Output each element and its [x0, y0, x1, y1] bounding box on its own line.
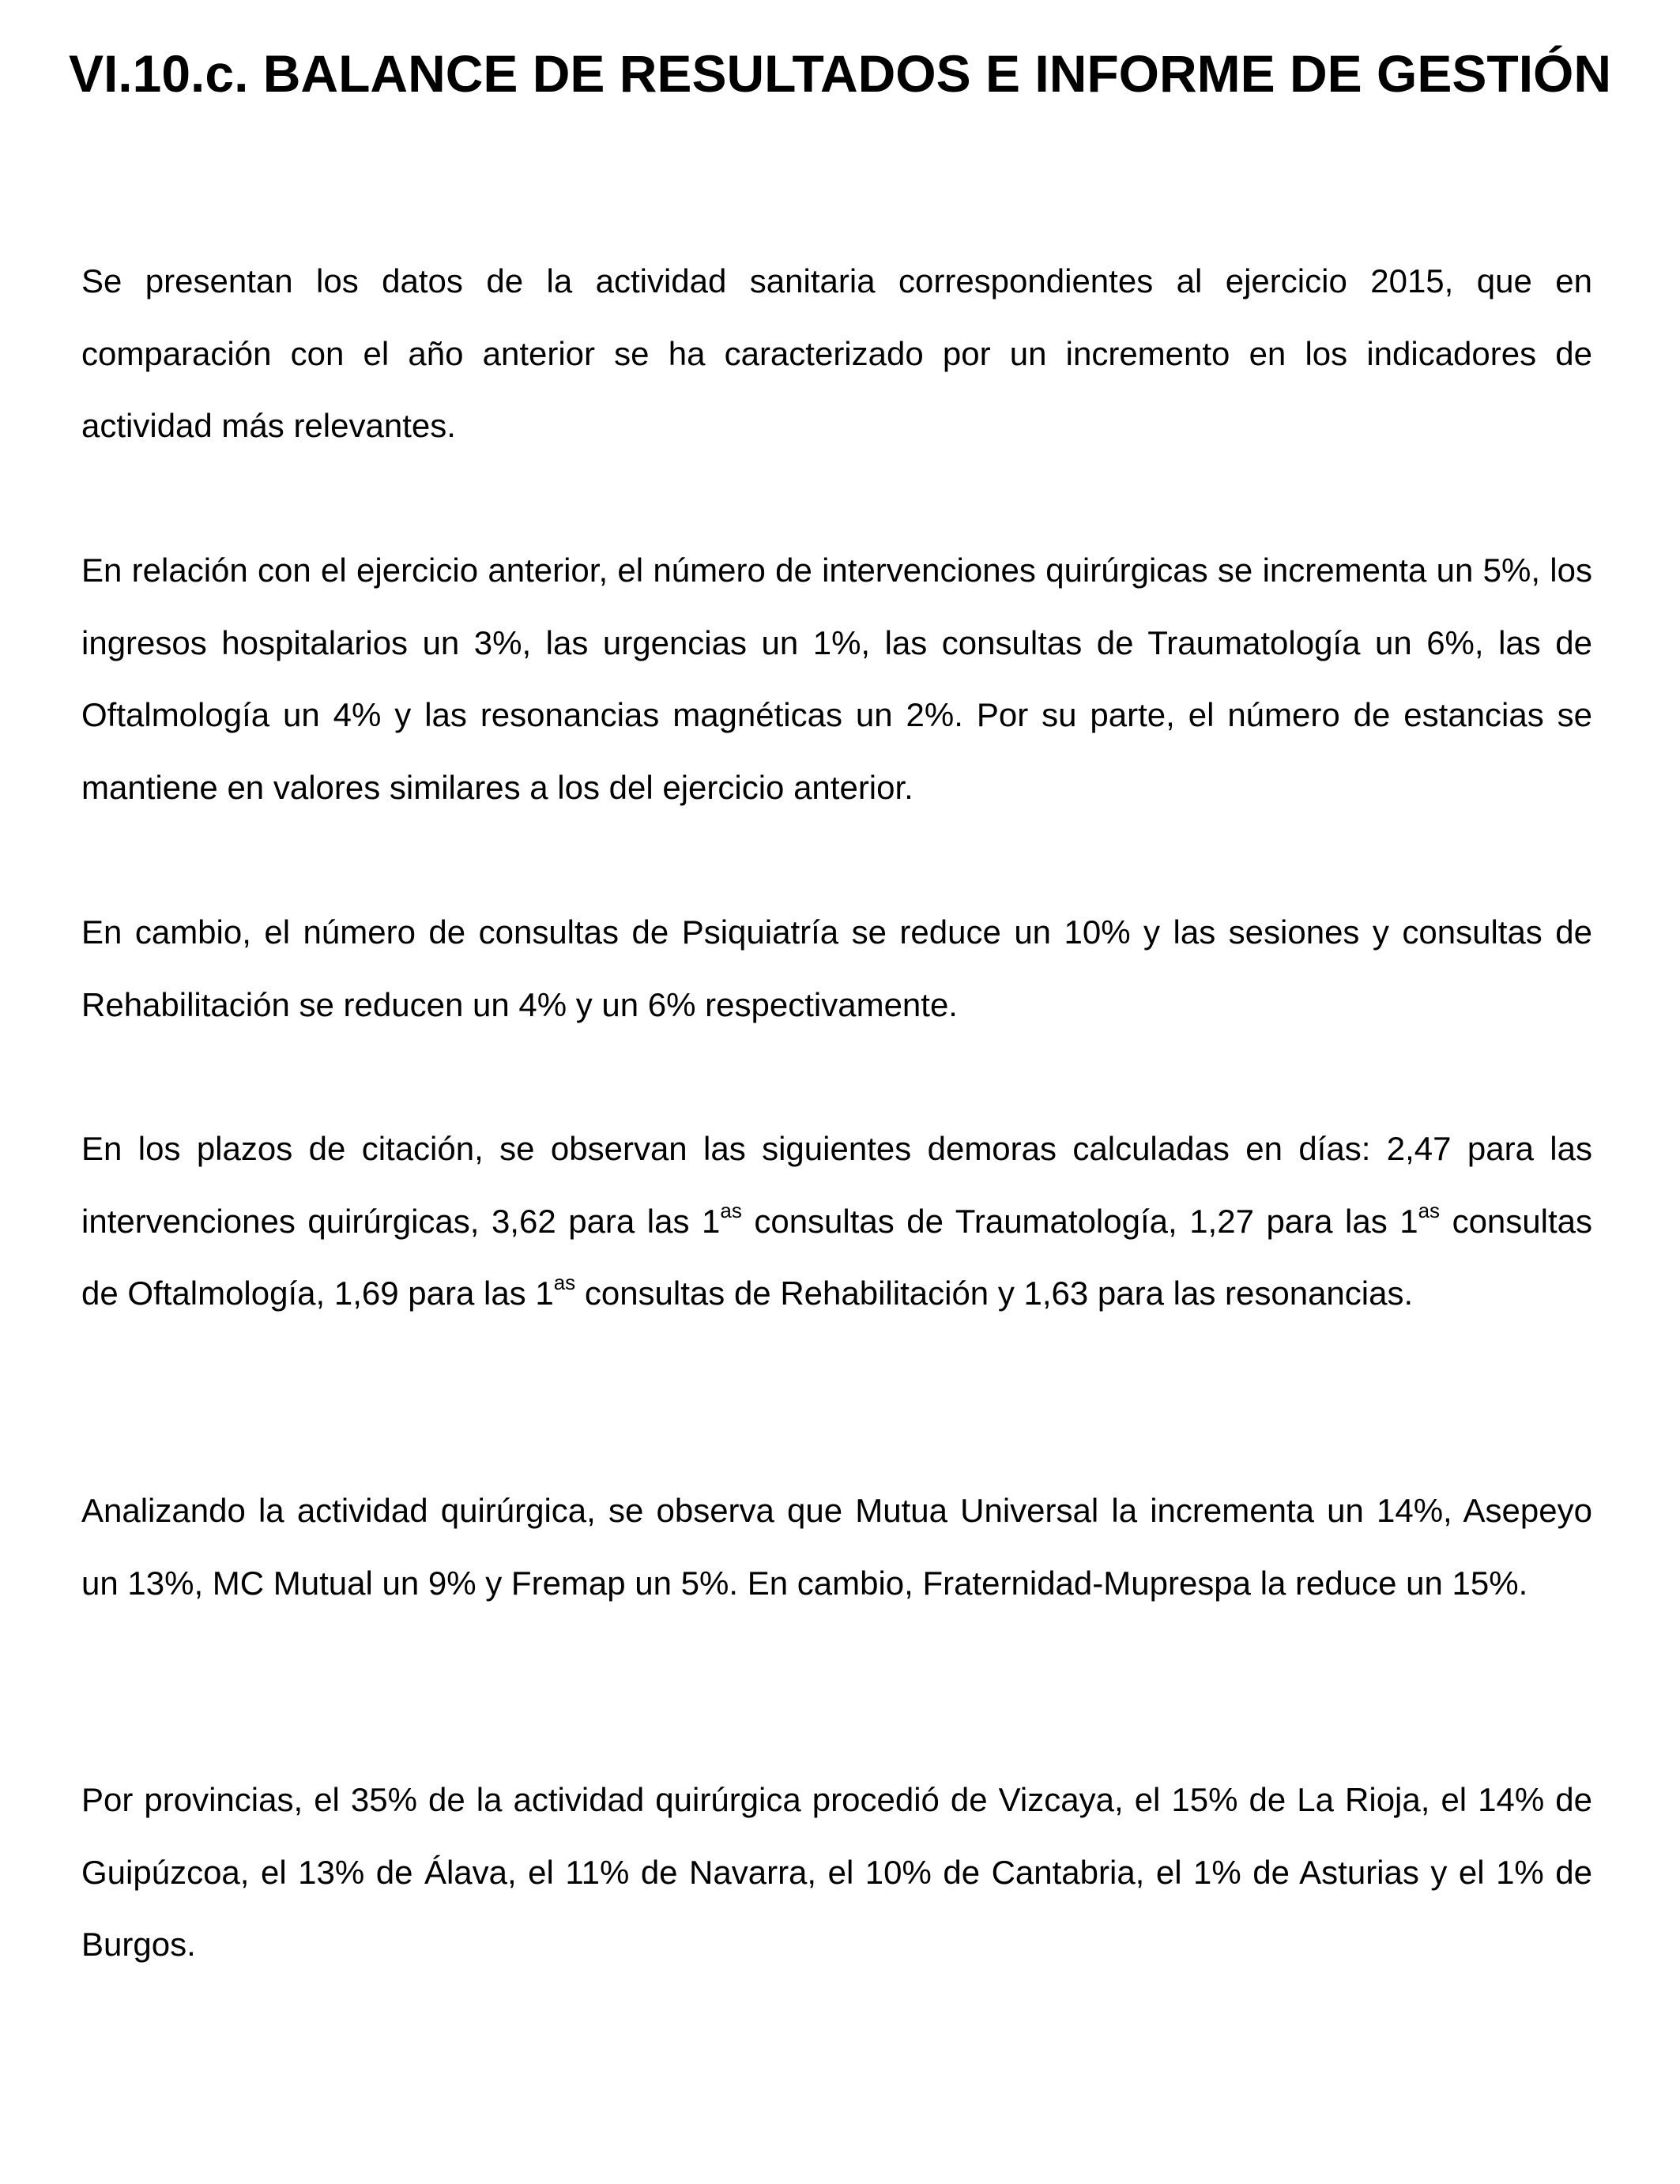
paragraph-reductions: En cambio, el número de consultas de Psiquiatría se reduce un 10% y las sesiones y consultas de Rehabilitación se reducen un 4% y un 6% respectivamente.	[81, 913, 1592, 1023]
paragraph-intro: Se presentan los datos de la actividad sanitaria correspondientes al ejercicio 2015, que en comparación con el año anterior se ha caracterizado por un incremento en los indicadores de actividad más relevantes.	[81, 262, 1592, 444]
paragraph-waiting-times	[81, 1113, 1592, 1330]
paragraph-surgical-activity: Analizando la actividad quirúrgica, se observa que Mutua Universal la incrementa un 14%, Asepeyo un 13%, MC Mutual un 9% y Fremap un 5%. En cambio, Fraternidad-Muprespa la reduce un 15%.	[81, 1492, 1592, 1602]
waiting-times-text-4: consultas de Rehabilitación y 1,63 para las resonancias.	[575, 1275, 1414, 1312]
paragraph-increases: En relación con el ejercicio anterior, el número de intervenciones quirúrgicas se incrementa un 5%, los ingresos hospitalarios un 3%, las urgencias un 1%, las consultas de Traumatología un 6%, las de Oftalmología un 4% y las resonancias magnéticas un 2%. Por su parte, el número de estancias se mantiene en valores similares a los del ejercicio anterior.	[81, 552, 1592, 806]
paragraph-provinces: Por provincias, el 35% de la actividad quirúrgica procedió de Vizcaya, el 15% de La Rioja, el 14% de Guipúzcoa, el 13% de Álava, el 11% de Navarra, el 10% de Cantabria, el 1% de Asturias y el 1% de Burgos.	[81, 1781, 1592, 1963]
waiting-times-text-1: En los plazos de citación, se observan las siguientes demoras calculadas en días: 2,47 para las intervenciones quirúrgicas, 3,62 para las 1	[81, 1130, 1592, 1240]
waiting-times-text-3: consultas de Oftalmología, 1,69 para las 1	[81, 1202, 1593, 1312]
ordinal-superscript: as	[553, 1271, 576, 1294]
page-title: VI.10.c. BALANCE DE RESULTADOS E INFORME DE GESTIÓN	[68, 44, 1612, 103]
ordinal-superscript: as	[1418, 1198, 1441, 1222]
ordinal-superscript: as	[720, 1198, 742, 1222]
waiting-times-text-2: consultas de Traumatología, 1,27 para las 1	[741, 1202, 1418, 1240]
